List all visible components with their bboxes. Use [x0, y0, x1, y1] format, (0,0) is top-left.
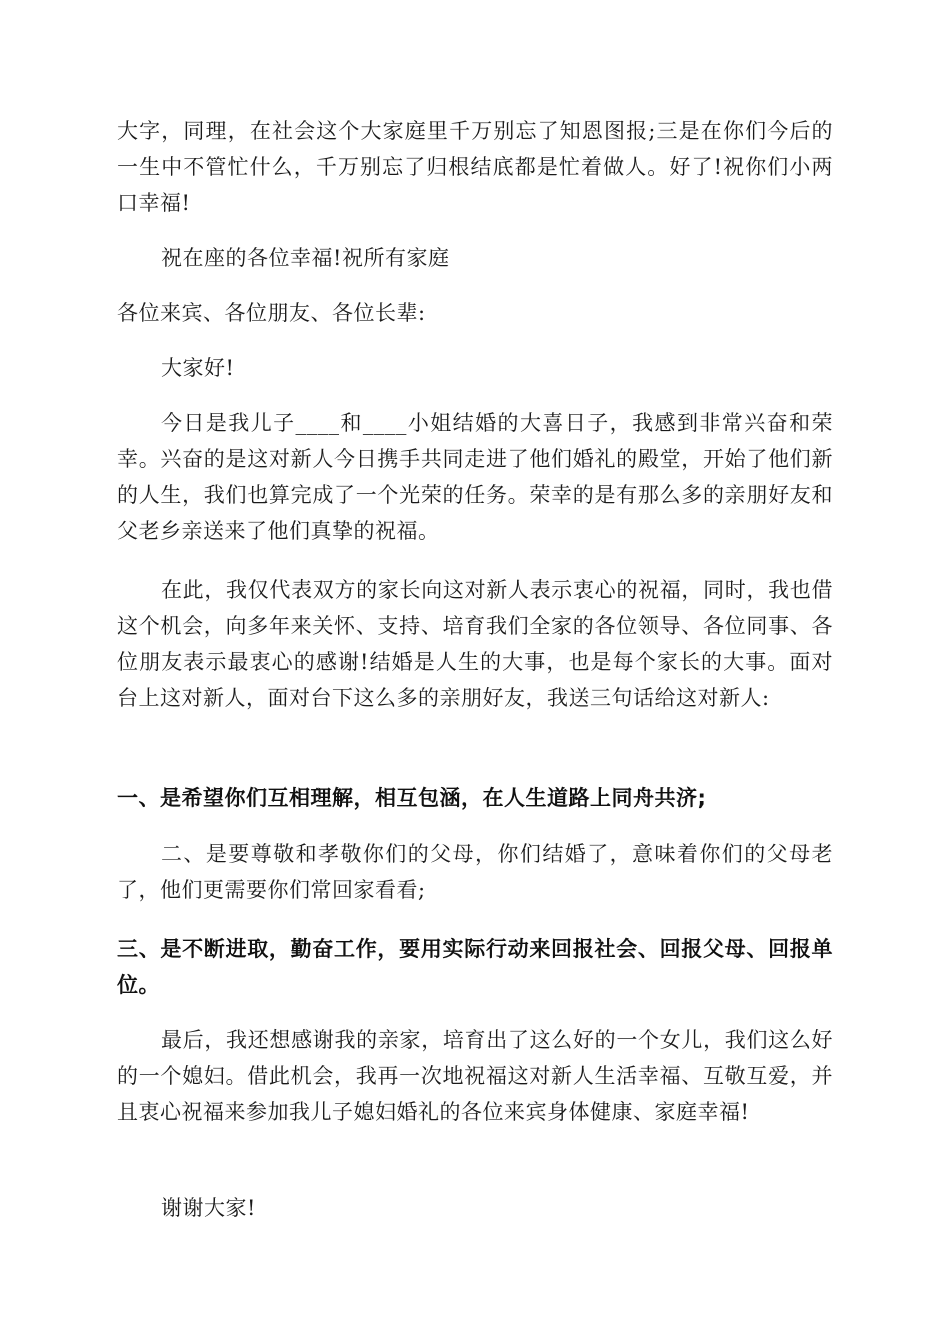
paragraph-wish-one: 一、是希望你们互相理解，相互包涵，在人生道路上同舟共济; [117, 786, 707, 810]
paragraph-family-blessing: 祝在座的各位幸福!祝所有家庭 [161, 246, 450, 270]
paragraph-thanks: 在此，我仅代表双方的家长向这对新人表示衷心的祝福，同时，我也借这个机会，向多年来关怀、支持、培育我们全家的各位领导、各位同事、各位朋友表示最衷心的感谢!结婚是人生的大事，也是每个家长的大事。面对台上这对新人，面对台下这么多的亲朋好友，我送三句话给这对新人: [117, 578, 833, 710]
paragraph-greeting: 大家好! [161, 356, 235, 380]
paragraph-final-blessing: 最后，我还想感谢我的亲家，培育出了这么好的一个女儿，我们这么好的一个媳妇。借此机会，我再一次地祝福这对新人生活幸福、互敬互爱，并且衷心祝福来参加我儿子媳妇婚礼的各位来宾身体健康、家庭幸福! [117, 1028, 833, 1124]
paragraph-wedding-day: 今日是我儿子____和____小姐结婚的大喜日子，我感到非常兴奋和荣幸。兴奋的是这对新人今日携手共同走进了他们婚礼的殿堂，开始了他们新的人生，我们也算完成了一个光荣的任务。荣幸的是有那么多的亲朋好友和父老乡亲送来了他们真挚的祝福。 [117, 411, 833, 543]
paragraph-wish-two: 二、是要尊敬和孝敬你们的父母，你们结婚了，意味着你们的父母老了，他们更需要你们常回家看看; [117, 842, 833, 902]
paragraph-wish-three: 三、是不断进取，勤奋工作，要用实际行动来回报社会、回报父母、回报单位。 [117, 937, 833, 997]
paragraph-salutation: 各位来宾、各位朋友、各位长辈: [117, 301, 426, 325]
paragraph-thank-you: 谢谢大家! [161, 1196, 256, 1220]
paragraph-closing-blessing: 大字，同理，在社会这个大家庭里千万别忘了知恩图报;三是在你们今后的一生中不管忙什么，千万别忘了归根结底都是忙着做人。好了!祝你们小两口幸福! [117, 119, 833, 215]
